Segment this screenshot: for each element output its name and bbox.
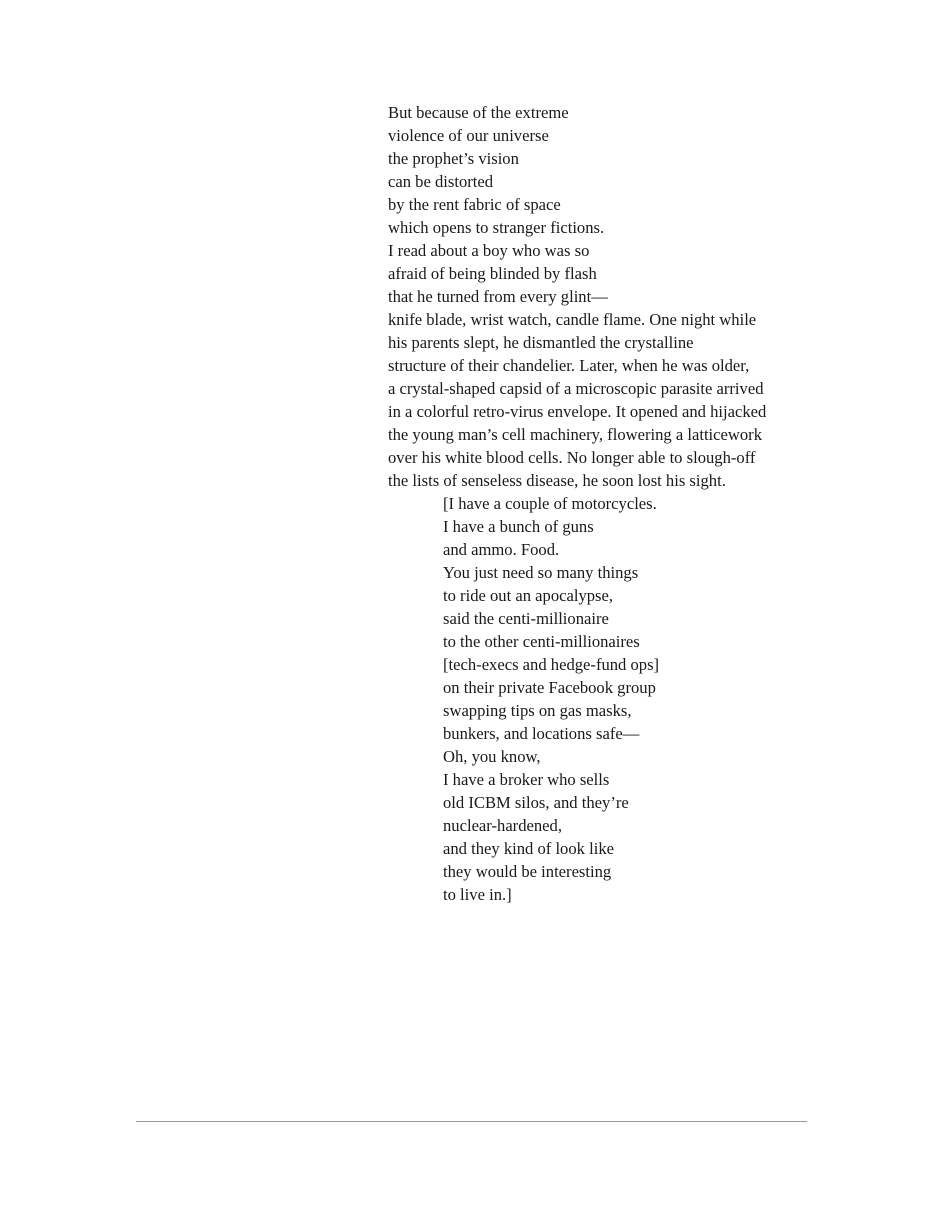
poem-line: But because of the extreme — [388, 103, 569, 122]
poem-line: can be distorted — [388, 172, 494, 191]
indented-poem-line: to live in.] — [443, 885, 512, 904]
poem-line: the prophet’s vision — [388, 149, 519, 168]
poem-line: structure of their chandelier. Later, when he was older, — [388, 356, 750, 375]
footer-divider — [136, 1121, 807, 1122]
poem-line: his parents slept, he dismantled the crystalline — [388, 333, 694, 352]
poem-line: I read about a boy who was so — [388, 241, 590, 260]
indented-poem-line: to ride out an apocalypse, — [443, 586, 614, 605]
indented-poem-line: [tech-execs and hedge-fund ops] — [443, 655, 660, 674]
poem-line: by the rent fabric of space — [388, 195, 561, 214]
poem-line: violence of our universe — [388, 126, 549, 145]
indented-poem-line: swapping tips on gas masks, — [443, 701, 632, 720]
poem-line: which opens to stranger fictions. — [388, 218, 605, 237]
poem-text — [388, 101, 908, 906]
indented-poem-line: [I have a couple of motorcycles. — [443, 494, 657, 513]
indented-poem-line: and they kind of look like — [443, 839, 614, 858]
indented-poem-line: said the centi-millionaire — [443, 609, 609, 628]
indented-poem-line: I have a broker who sells — [443, 770, 610, 789]
indented-poem-line: on their private Facebook group — [443, 678, 656, 697]
poem-line: the young man’s cell machinery, flowering a latticework — [388, 425, 762, 444]
indented-poem-line: nuclear-hardened, — [443, 816, 562, 835]
poem-line: the lists of senseless disease, he soon lost his sight. — [388, 471, 726, 490]
poem-line: a crystal-shaped capsid of a microscopic parasite arrived — [388, 379, 764, 398]
poem-line: in a colorful retro-virus envelope. It opened and hijacked — [388, 402, 767, 421]
indented-poem-line: to the other centi-millionaires — [443, 632, 640, 651]
poem-line: that he turned from every glint— — [388, 287, 608, 306]
indented-poem-line: You just need so many things — [443, 563, 639, 582]
poem-line: knife blade, wrist watch, candle flame. One night while — [388, 310, 757, 329]
indented-poem-line: bunkers, and locations safe— — [443, 724, 640, 743]
indented-poem-line: Oh, you know, — [443, 747, 541, 766]
indented-poem-line: they would be interesting — [443, 862, 612, 881]
indented-poem-line: old ICBM silos, and they’re — [443, 793, 629, 812]
poem-line: over his white blood cells. No longer able to slough-off — [388, 448, 756, 467]
poem-line: afraid of being blinded by flash — [388, 264, 597, 283]
indented-poem-line: I have a bunch of guns — [443, 517, 594, 536]
indented-poem-line: and ammo. Food. — [443, 540, 560, 559]
